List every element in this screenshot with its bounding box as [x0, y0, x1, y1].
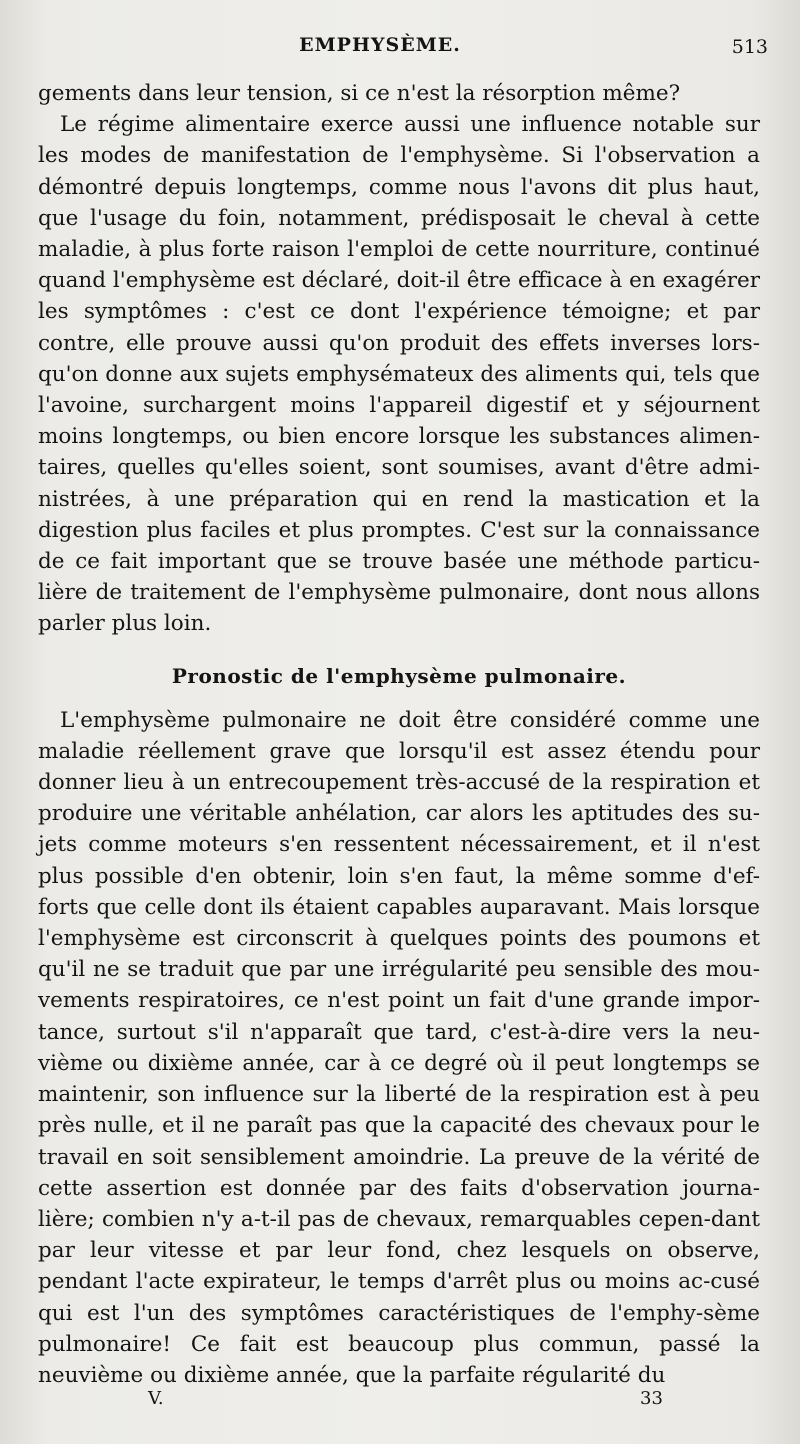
- page-footer: [0, 1388, 800, 1414]
- paragraph-regime-alimentaire: Le régime alimentaire exerce aussi une influence notable sur les modes de manifestation de l'emphysème. Si l'observation a démontré depuis longtemps, comme nous l'avons dit plus haut, que l'usage du foin, notamment, prédisposait le cheval à cette maladie, à plus forte raison l'emploi de cette nourriture, continué quand l'emphysème est déclaré, doit-il être efficace à en exagérer les symptômes : c'est ce dont l'expérience témoigne; et par contre, elle prouve aussi qu'on produit des effets inverses lors-qu'on donne aux sujets emphysémateux des aliments qui, tels que l'avoine, surchargent moins l'appareil digestif et y séjournent moins longtemps, ou bien encore lorsque les substances alimen-taires, quelles qu'elles soient, sont soumises, avant d'être admi-nistrées, à une préparation qui en rend la mastication et la digestion plus faciles et plus promptes. C'est sur la connaissance de ce fait important que se trouve basée une méthode particu-lière de traitement de l'emphysème pulmonaire, dont nous allons parler plus loin.: [38, 112, 760, 637]
- section-heading: Pronostic de l'emphysème pulmonaire.: [171, 663, 627, 688]
- text-block: [38, 78, 760, 1391]
- signature-mark: V.: [148, 1388, 164, 1409]
- page-number: 513: [731, 36, 768, 58]
- running-head: [0, 34, 800, 58]
- running-title: EMPHYSÈME.: [299, 34, 461, 56]
- paragraph-pronostic: L'emphysème pulmonaire ne doit être considéré comme une maladie réellement grave que lorsqu'il est assez étendu pour donner lieu à un entrecoupement très-accusé de la respiration et produire une véritable anhélation, car alors les aptitudes des su-jets comme moteurs s'en ressentent nécessairement, et il n'est plus possible d'en obtenir, loin s'en faut, la même somme d'ef-forts que celle dont ils étaient capables auparavant. Mais lorsque l'emphysème est circonscrit à quelques points des poumons et qu'il ne se traduit que par une irrégularité peu sensible des mou-vements respiratoires, ce n'est point un fait d'une grande impor-tance, surtout s'il n'apparaît que tard, c'est-à-dire vers la neu-vième ou dixième année, car à ce degré où il peut longtemps se maintenir, son influence sur la liberté de la respiration est à peu près nulle, et il ne paraît pas que la capacité des chevaux pour le travail en soit sensiblement amoindrie. La preuve de la vérité de cette assertion est donnée par des faits d'observation journa-lière; combien n'y a-t-il pas de chevaux, remarquables cepen-dant par leur vitesse et par leur fond, chez lesquels on observe, pendant l'acte expirateur, le temps d'arrêt plus ou moins ac-cusé qui est l'un des symptômes caractéristiques de l'emphy-sème pulmonaire! Ce fait est beaucoup plus commun, passé la neuvième ou dixième année, que la parfaite régularité du: [38, 707, 760, 1388]
- sheet-number: 33: [640, 1388, 663, 1409]
- paragraph-continuation: gements dans leur tension, si ce n'est la résorption même?: [38, 81, 681, 106]
